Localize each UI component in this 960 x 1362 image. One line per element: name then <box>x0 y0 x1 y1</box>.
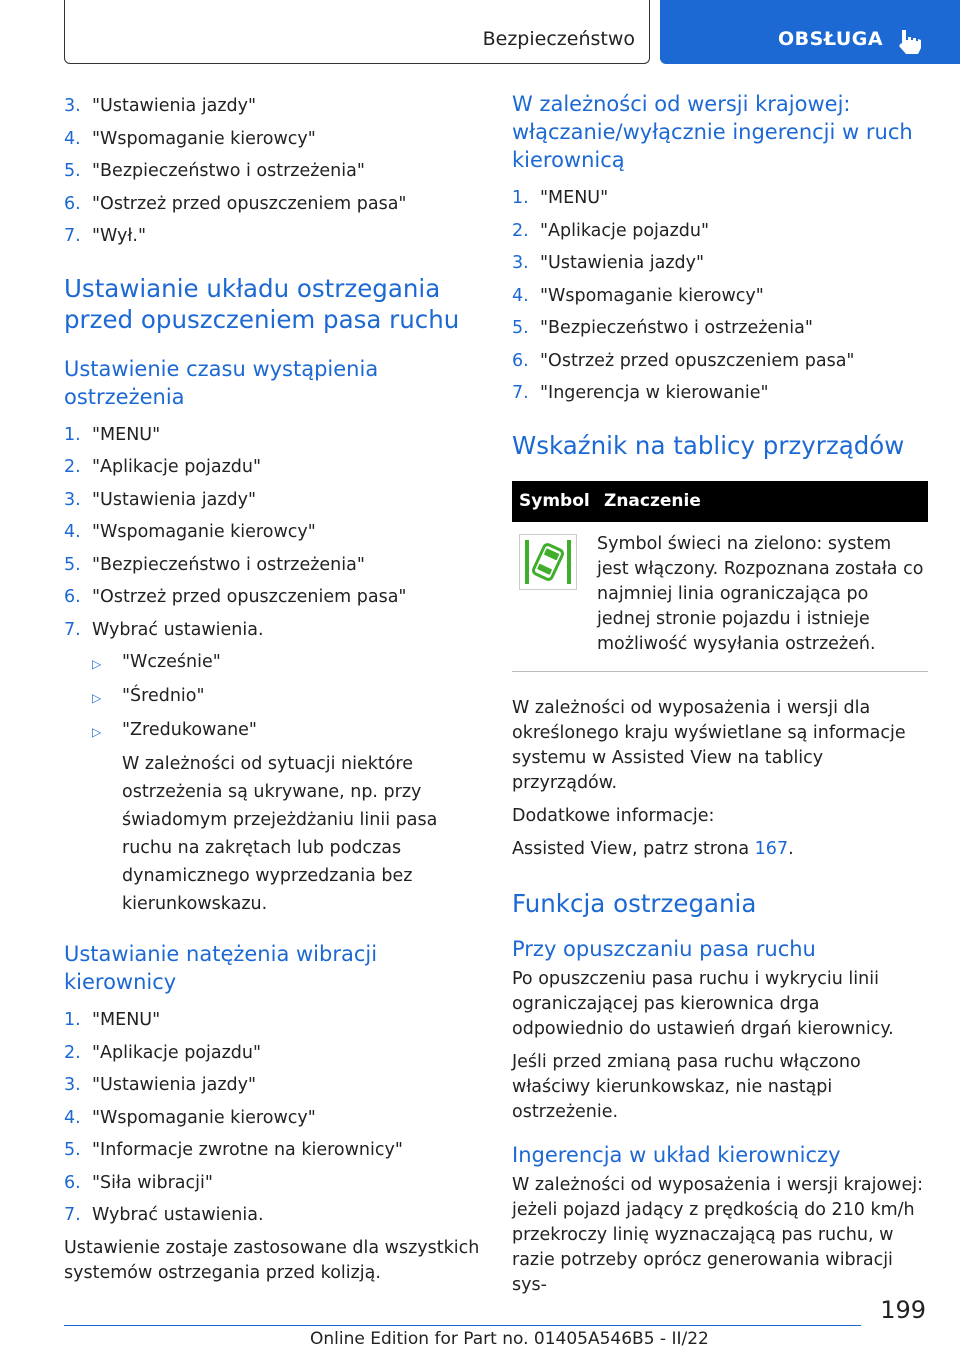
sub-note: W zależności od sytuacji niektóre ostrzeżenia są ukrywane, np. przy świadomym przejeżdżaniu linii pasa ruchu na zakrętach lub podczas dynamicznego wyprzedzania bez kierunkowskazu. <box>122 754 438 914</box>
list-item: 7. Wybrać ustawienia. <box>64 619 264 640</box>
steps-list-top <box>64 90 482 253</box>
heading-vibration: Ustawianie natężenia wibracji kierownicy <box>64 942 378 994</box>
left-column <box>64 90 482 1286</box>
list-item: 3. "Ustawienia jazdy" <box>64 1075 257 1095</box>
list-item: 6. "Ostrzeż przed opuszczeniem pasa" <box>64 587 407 607</box>
heading-warning-function: Funkcja ostrzegania <box>512 888 757 918</box>
list-item: 7. Wybrać ustawienia. <box>64 1205 264 1225</box>
list-item: 3. "Ustawienia jazdy" <box>512 253 705 273</box>
header-section-box <box>64 0 650 64</box>
assisted-view-reference: Assisted View, patrz strona 167. <box>512 838 794 859</box>
more-info-label: Dodatkowe informacje: <box>512 805 715 826</box>
symbol-table <box>512 481 928 657</box>
list-item: 3. "Ustawienia jazdy" <box>64 96 257 116</box>
list-item: 4. "Wspomaganie kierowcy" <box>64 1107 316 1128</box>
list-item: 7. "Wył." <box>64 226 146 246</box>
options-sublist <box>64 646 482 748</box>
heading-indicator: Wskaźnik na tablicy przyrządów <box>512 430 905 460</box>
footer-divider <box>64 1325 861 1326</box>
right-column <box>512 90 928 1298</box>
footer-edition: Online Edition for Part no. 01405A546B5 - II/22 <box>310 1329 709 1349</box>
table-header-meaning: Znaczenie <box>597 481 928 522</box>
triangle-bullet-icon: ▷ <box>92 691 102 705</box>
steps-list-timing <box>64 419 482 647</box>
header-chapter-tab[interactable] <box>660 0 960 64</box>
list-item: 4. "Wspomaganie kierowcy" <box>64 522 316 542</box>
list-item: 1. "MENU" <box>64 424 161 445</box>
intervention-paragraph: W zależności od wyposażenia i wersji krajowej: jeżeli pojazd jadący z prędkością do 210 km/h przekroczy linię wyznaczającą pas ruchu, w razie potrzeby oprócz generowania wibracji sys- <box>512 1174 924 1295</box>
list-item: 1. "MENU" <box>512 188 609 208</box>
heading-warning-timing: Ustawienie czasu wystąpienia ostrzeżenia <box>64 356 379 409</box>
list-item: ▷ "Wcześnie" <box>64 646 482 680</box>
heading-leaving-lane: Przy opuszczaniu pasa ruchu <box>512 936 816 961</box>
list-item: 2. "Aplikacje pojazdu" <box>64 1042 262 1063</box>
lane-departure-warning-icon <box>519 534 577 590</box>
list-item: 6. "Ostrzeż przed opuszczeniem pasa" <box>64 193 407 214</box>
table-row <box>512 522 928 657</box>
hand-pointer-icon <box>894 26 924 56</box>
list-item: 5. "Bezpieczeństwo i ostrzeżenia" <box>64 554 365 575</box>
triangle-bullet-icon: ▷ <box>92 725 102 739</box>
table-divider <box>512 671 928 672</box>
page-number: 199 <box>880 1296 926 1324</box>
list-item: 1. "MENU" <box>64 1010 161 1030</box>
header-chapter-title: OBSŁUGA <box>778 28 884 50</box>
heading-lane-warning: Ustawianie układu ostrzegania przed opuszczeniem pasa ruchu <box>64 273 460 334</box>
list-item: 4. "Wspomaganie kierowcy" <box>512 285 764 306</box>
table-cell-meaning: Symbol świeci na zielono: system jest włączony. Rozpoznana została co najmniej linia ograniczająca po jednej stronie pojazdu i istnieje możliwość wysyłania ostrzeżeń. <box>597 533 924 654</box>
list-item: 6. "Ostrzeż przed opuszczeniem pasa" <box>512 350 855 371</box>
steps-list-country <box>512 182 928 410</box>
list-item: 4. "Wspomaganie kierowcy" <box>64 128 316 149</box>
triangle-bullet-icon: ▷ <box>92 657 102 671</box>
list-item: 3. "Ustawienia jazdy" <box>64 489 257 510</box>
header-section-title: Bezpieczeństwo <box>482 28 635 50</box>
list-item: 7. "Ingerencja w kierowanie" <box>512 383 769 403</box>
heading-country-version: W zależności od wersji krajowej: włączanie/wyłącznie ingerencji w ruch kierownicą <box>512 92 913 172</box>
closing-paragraph: Ustawienie zostaje zastosowane dla wszystkich systemów ostrzegania przed kolizją. <box>64 1237 480 1283</box>
list-item: 2. "Aplikacje pojazdu" <box>512 220 710 241</box>
list-item: ▷ "Zredukowane" <box>64 714 482 748</box>
list-item: 2. "Aplikacje pojazdu" <box>64 457 262 477</box>
list-item: 6. "Siła wibracji" <box>64 1172 213 1193</box>
page-reference-link[interactable]: 167 <box>754 838 789 859</box>
list-item: 5. "Bezpieczeństwo i ostrzeżenia" <box>512 318 813 338</box>
leaving-paragraph-1: Po opuszczeniu pasa ruchu i wykryciu linii ograniczającej pas kierownica drga odpowiednio do ustawień drgań kierownicy. <box>512 968 894 1039</box>
table-cell-symbol <box>512 522 597 657</box>
list-item: 5. "Informacje zwrotne na kierownicy" <box>64 1140 403 1160</box>
steps-list-vibration <box>64 1004 482 1232</box>
table-header-symbol: Symbol <box>512 481 597 522</box>
assisted-view-paragraph: W zależności od wyposażenia i wersji dla określonego kraju wyświetlane są informacje systemu w Assisted View na tablicy przyrządów. <box>512 697 906 793</box>
heading-steering-intervention: Ingerencja w układ kierowniczy <box>512 1142 841 1167</box>
list-item: ▷ "Średnio" <box>64 680 482 714</box>
list-item: 5. "Bezpieczeństwo i ostrzeżenia" <box>64 161 365 181</box>
leaving-paragraph-2: Jeśli przed zmianą pasa ruchu włączono właściwy kierunkowskaz, nie nastąpi ostrzeżenie. <box>512 1051 861 1122</box>
